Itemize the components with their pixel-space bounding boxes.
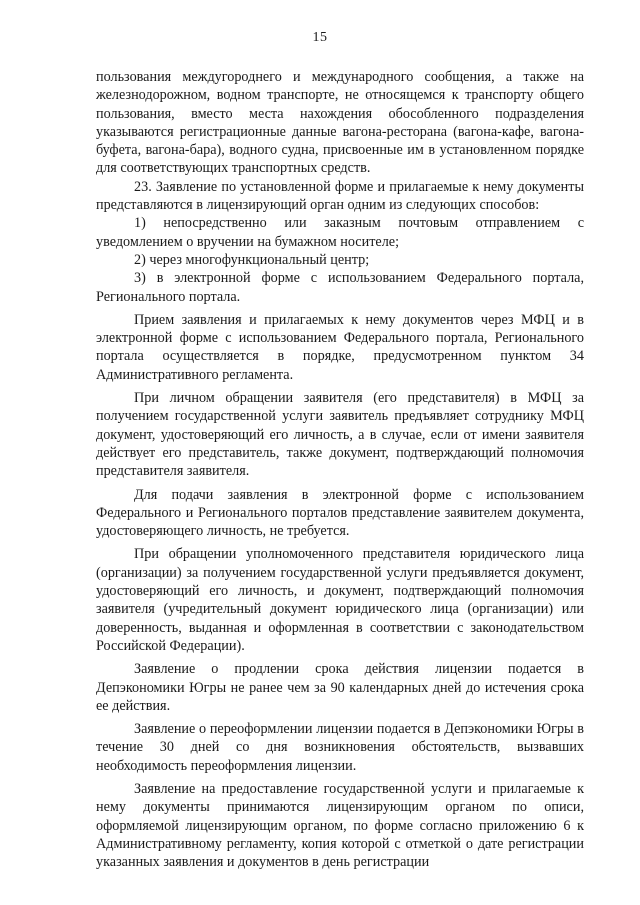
paragraph-list-item-2: 2) через многофункциональный центр; [134, 251, 370, 268]
paragraph-reception: Прием заявления и прилагаемых к нему документов через МФЦ и в электронной форме с использованием Федерального портала, Регионального портала осуществляется в порядке, предусмотренном пунктом 34 Административного регламента. [96, 311, 584, 383]
page-number: 15 [312, 30, 328, 45]
paragraph-license-extension: Заявление о продлении срока действия лицензии подается в Депэкономики Югры не ранее чем за 90 календарных дней до истечения срока ее действия. [96, 661, 584, 714]
paragraph-electronic-submission: Для подачи заявления в электронной форме с использованием Федерального и Регионального порталов представление заявителем документа, удостоверяющего личность, не требуется. [96, 486, 584, 540]
paragraph-personal-visit: При личном обращении заявителя (его представителя) в МФЦ за получением государственной услуги заявитель предъявляет сотруднику МФЦ документ, удостоверяющий его личность, а в случае, если от имени заявителя действует его представитель, также документ, подтверждающий полномочия представителя заявителя. [96, 390, 584, 480]
paragraph-list-item-3: 3) в электронной форме с использованием Федерального портала, Регионального портала. [96, 270, 584, 305]
paragraph-item-23: 23. Заявление по установленной форме и прилагаемые к нему документы представляются в лицензирующий орган одним из следующих способов: [96, 178, 584, 214]
document-body [96, 68, 584, 871]
paragraph-authorized-representative: При обращении уполномоченного представителя юридического лица (организации) за получением государственной услуги предъявляется документ, удостоверяющий его личность, и документ, подтверждающий полномочия заявителя (учредительный документ юридического лица (организации) или доверенность, выданная и оформленная в соответствии с законодательством Российской Федерации). [96, 546, 584, 654]
paragraph-license-reissue: Заявление о переоформлении лицензии подается в Депэкономики Югры в течение 30 дней со дня возникновения обстоятельств, вызвавших необходимость переоформления лицензии. [96, 721, 584, 774]
paragraph-documents-acceptance: Заявление на предоставление государственной услуги и прилагаемые к нему документы принимаются лицензирующим органом по описи, оформляемой лицензирующим органом, по форме согласно приложению 6 к Административному регламенту, копия которой с отметкой о дате регистрации указанных заявления и документов в день регистрации [96, 780, 584, 871]
paragraph-list-item-1: 1) непосредственно или заказным почтовым отправлением с уведомлением о вручении на бумажном носителе; [96, 215, 584, 250]
paragraph-continuation: пользования междугороднего и международного сообщения, а также на железнодорожном, водном транспорте, не относящемся к транспорту общего пользования, вместо места нахождения обособленного подразделения указываются регистрационные данные вагона-ресторана (вагона-кафе, вагона-буфета, вагона-бара), водного судна, присвоенные им в установленном порядке для соответствующих транспортных средств. [96, 69, 584, 177]
